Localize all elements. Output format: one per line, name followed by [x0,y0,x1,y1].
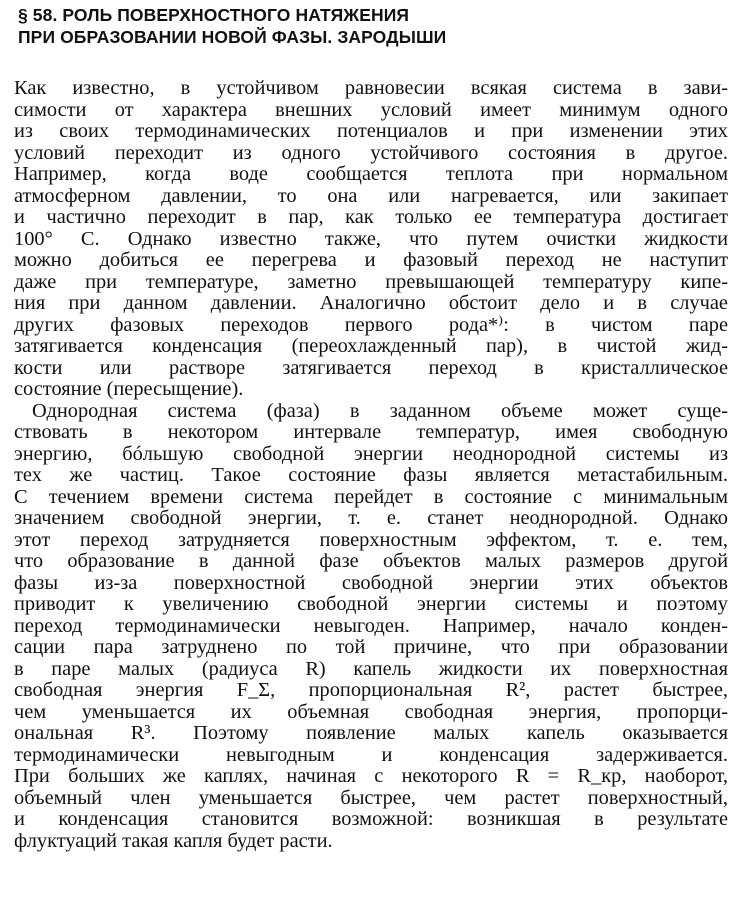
text-line: флуктуаций такая капля будет расти. [14,829,333,852]
text-line: Как известно, в устойчивом равновесии всякая система в зави- [14,77,728,99]
text-line: значением свободной энергии, т. е. станет неоднородной. Однако [14,507,728,529]
text-line: симости от характера внешних условий имеет минимум одного [14,98,728,121]
text-line: в паре малых (радиуса R) капель жидкости их поверхностная [14,657,728,680]
text-line: состояние (пересыщение). [14,378,244,400]
text-line: и частично переходит в пар, как только ее температура достигает [14,206,728,228]
text-line: При больших же каплях, начиная с некоторого R = R_кр, наоборот, [14,765,728,787]
body-text [14,78,728,852]
text-line: сации пара затруднено по той причине, что при образовании [14,636,728,658]
text-line: даже при температуре, заметно превышающей температуру кипе- [14,270,728,293]
text-line: ональная R³. Поэтому появление малых капель оказывается [14,722,728,744]
text-line: условий переходит из одного устойчивого состояния в другое. [14,141,728,164]
text-line: энергию, бóльшую свободной энергии неоднородной системы из [14,442,728,465]
text-line: свободная энергия F_Σ, пропорциональная R², растет быстрее, [14,679,728,701]
text-line: затягивается конденсация (переохлажденный пар), в чистой жид- [14,335,728,357]
text-line: других фазовых переходов первого рода*⁾: в чистом паре [14,313,728,336]
text-line: объемный член уменьшается быстрее, чем растет поверхностный, [14,786,728,809]
text-line: фазы из-за поверхностной свободной энергии этих объектов [14,571,728,594]
text-line: приводит к увеличению свободной энергии системы и поэтому [14,593,728,615]
text-line: ния при данном давлении. Аналогично обстоит дело и в случае [14,292,728,314]
text-line: этот переход затрудняется поверхностным эффектом, т. е. тем, [14,528,728,551]
text-line: чем уменьшается их объемная свободная энергия, пропорци- [14,700,728,723]
section-title-line-2: ПРИ ОБРАЗОВАНИИ НОВОЙ ФАЗЫ. ЗАРОДЫШИ [18,27,447,47]
text-line: кости или растворе затягивается переход в кристаллическое [14,356,728,379]
text-line: и конденсация становится возможной: возникшая в результате [14,808,728,830]
text-line: атмосферном давлении, то она или нагревается, или закипает [14,184,728,207]
text-line: можно добиться ее перегрева и фазовый переход не наступит [14,249,728,271]
text-line: 100° С. Однако известно также, что путем очистки жидкости [14,227,728,250]
paragraph-2 [14,401,728,853]
text-line: из своих термодинамических потенциалов и при изменении этих [14,120,728,142]
text-line: что образование в данной фазе объектов малых размеров другой [14,550,728,572]
text-line: тех же частиц. Такое состояние фазы является метастабильным. [14,464,728,486]
text-line: ствовать в некотором интервале температур, имея свободную [14,421,728,443]
section-title-line-1: § 58. РОЛЬ ПОВЕРХНОСТНОГО НАТЯЖЕНИЯ [18,5,410,25]
text-line: С течением времени система перейдет в состояние с минимальным [14,485,728,508]
paragraph-1 [14,78,728,401]
section-heading [18,4,728,48]
page [14,4,728,852]
text-line: Например, когда воде сообщается теплота при нормальном [14,163,728,185]
text-line: термодинамически невыгодным и конденсация задерживается. [14,743,728,766]
text-line: Однородная система (фаза) в заданном объеме может суще- [32,399,728,422]
text-line: переход термодинамически невыгоден. Например, начало конден- [14,614,728,637]
